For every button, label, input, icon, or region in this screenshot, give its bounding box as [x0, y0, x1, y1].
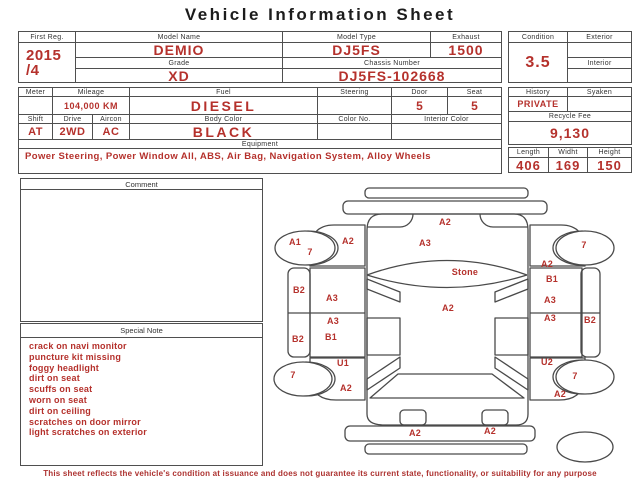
- special-note-header: Special Note: [21, 324, 262, 338]
- condition-value: 3.5: [509, 43, 568, 82]
- shift-label: Shift: [19, 115, 53, 124]
- height-label: Height: [588, 148, 631, 158]
- model-type-value: DJ5FS: [283, 43, 431, 58]
- page-title: Vehicle Information Sheet: [184, 5, 456, 24]
- damage-code-label: A2: [438, 217, 452, 227]
- special-note-item: worn on seat: [29, 394, 87, 405]
- exhaust-label: Exhaust: [431, 32, 501, 43]
- damage-code-label: A2: [483, 426, 497, 436]
- history-value: PRIVATE: [509, 97, 568, 112]
- vehicle-spec-table: [18, 87, 502, 174]
- special-note-item: scratches on door mirror: [29, 416, 141, 427]
- length-value: 406: [509, 158, 549, 172]
- syaken-label: Syaken: [568, 88, 631, 97]
- special-note-item: dirt on ceiling: [29, 405, 92, 416]
- height-value: 150: [597, 158, 622, 172]
- damage-code-label: 7: [290, 370, 296, 380]
- special-note-item: crack on navi monitor: [29, 341, 127, 351]
- length-label: Length: [509, 148, 549, 158]
- exterior-value: [568, 43, 631, 58]
- damage-code-label: A3: [325, 293, 339, 303]
- damage-code-label: A2: [540, 259, 554, 269]
- condition-panel: [508, 31, 632, 83]
- seat-value: 5: [448, 97, 501, 115]
- damage-code-label: A2: [341, 236, 355, 246]
- special-note-list: [29, 341, 258, 438]
- door-label: Door: [392, 88, 448, 97]
- damage-code-label: A2: [408, 428, 422, 438]
- first-reg-year: 2015: [26, 47, 62, 64]
- damage-code-label: B1: [545, 274, 559, 284]
- aircon-label: Aircon: [93, 115, 130, 124]
- mileage-value: 104,000 KM: [53, 97, 130, 115]
- model-name-value: DEMIO: [76, 43, 283, 58]
- special-note-item: light scratches on exterior: [29, 427, 147, 438]
- damage-code-label: 7: [307, 247, 313, 257]
- first-reg-month: /4: [26, 62, 40, 79]
- grade-value: XD: [76, 69, 283, 82]
- damage-code-label: Stone: [451, 267, 479, 277]
- width-value: 169: [549, 158, 588, 172]
- damage-code-label: A3: [543, 313, 557, 323]
- model-name-label: Model Name: [76, 32, 283, 43]
- door-value: 5: [392, 97, 448, 115]
- mileage-label: Mileage: [53, 88, 130, 97]
- car-damage-diagram: [272, 178, 632, 468]
- interior-value: [568, 69, 631, 82]
- chassis-number-label: Chassis Number: [283, 58, 501, 69]
- damage-code-label: U1: [336, 358, 350, 368]
- meter-value: [19, 97, 53, 115]
- comment-box: [20, 178, 263, 322]
- interior-label: Interior: [568, 58, 631, 69]
- drive-value: 2WD: [53, 124, 93, 140]
- fuel-label: Fuel: [130, 88, 318, 97]
- aircon-value: AC: [93, 124, 130, 140]
- special-note-item: foggy headlight: [29, 362, 99, 373]
- damage-code-label: A2: [339, 383, 353, 393]
- damage-code-label: A3: [543, 295, 557, 305]
- recycle-fee-value: 9,130: [549, 125, 591, 141]
- damage-code-label: A3: [418, 238, 432, 248]
- first-reg-value: [19, 43, 76, 83]
- equipment-label: Equipment: [19, 140, 501, 149]
- damage-code-label: U2: [540, 357, 554, 367]
- steering-label: Steering: [318, 88, 392, 97]
- color-no-value: [318, 124, 392, 140]
- chassis-number-value: DJ5FS-102668: [338, 69, 446, 82]
- seat-label: Seat: [448, 88, 501, 97]
- damage-code-label: A1: [288, 237, 302, 247]
- exterior-label: Exterior: [568, 32, 631, 43]
- history-panel: [508, 87, 632, 145]
- car-diagram-labels: [272, 178, 632, 468]
- equipment-value: Power Steering, Power Window All, ABS, Air Bag, Navigation System, Alloy Wheels: [25, 151, 431, 162]
- condition-label: Condition: [509, 32, 568, 43]
- body-color-value: BLACK: [130, 124, 318, 140]
- vehicle-identity-table: [18, 31, 502, 83]
- special-note-box: [20, 323, 263, 466]
- shift-value: AT: [19, 124, 53, 140]
- history-label: History: [509, 88, 568, 97]
- special-note-item: dirt on seat: [29, 373, 80, 384]
- damage-code-label: 7: [581, 240, 587, 250]
- width-label: Widht: [549, 148, 588, 158]
- damage-code-label: B2: [291, 334, 305, 344]
- comment-body: [21, 190, 262, 321]
- damage-code-label: B2: [292, 285, 306, 295]
- disclaimer-text: This sheet reflects the vehicle's condition at issuance and does not guarantee its current state, functionality, or suitability for any purpose: [43, 469, 597, 478]
- comment-header: Comment: [21, 179, 262, 190]
- color-no-label: Color No.: [318, 115, 392, 124]
- damage-code-label: B2: [583, 315, 597, 325]
- syaken-value: [568, 97, 631, 112]
- fuel-value: DIESEL: [130, 97, 318, 115]
- damage-code-label: A3: [326, 316, 340, 326]
- special-note-item: puncture kit missing: [29, 351, 122, 362]
- damage-code-label: B1: [324, 332, 338, 342]
- drive-label: Drive: [53, 115, 93, 124]
- dimensions-panel: [508, 147, 632, 173]
- exhaust-value: 1500: [431, 43, 501, 58]
- damage-code-label: 7: [572, 371, 578, 381]
- body-color-label: Body Color: [130, 115, 318, 124]
- first-reg-label: First Reg.: [19, 32, 76, 43]
- interior-color-value: [392, 124, 501, 140]
- damage-code-label: A2: [553, 389, 567, 399]
- special-note-item: scuffs on seat: [29, 384, 93, 395]
- steering-value: [318, 97, 392, 115]
- recycle-fee-label: Recycle Fee: [509, 112, 631, 122]
- grade-label: Grade: [76, 58, 283, 69]
- meter-label: Meter: [19, 88, 53, 97]
- damage-code-label: A2: [441, 303, 455, 313]
- model-type-label: Model Type: [283, 32, 431, 43]
- interior-color-label: Interior Color: [392, 115, 501, 124]
